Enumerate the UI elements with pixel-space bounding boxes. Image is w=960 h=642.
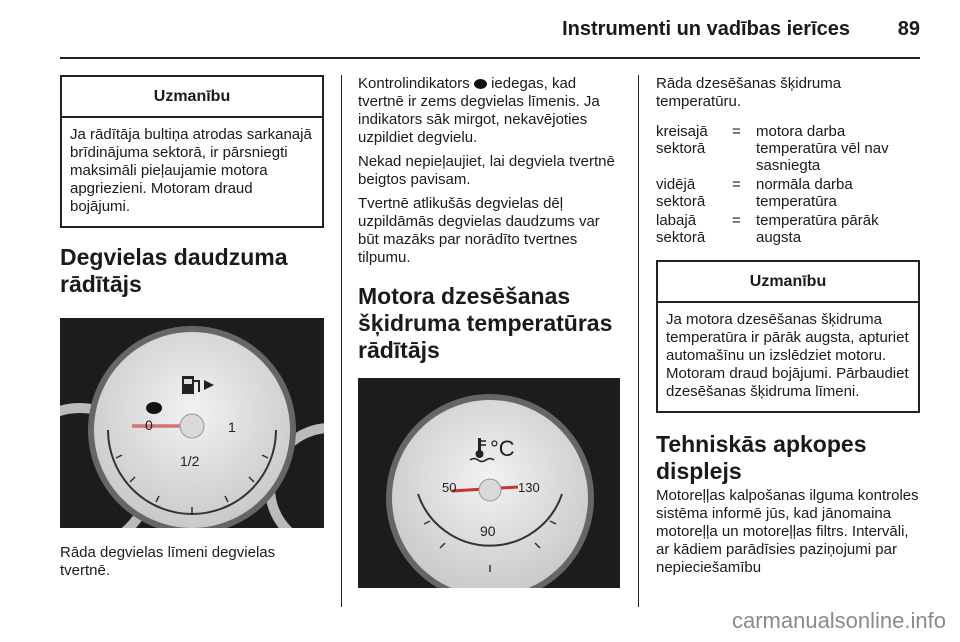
definition-description: motora darba temperatūra vēl nav sasniegta <box>756 123 889 174</box>
definition-equals: = <box>732 123 741 140</box>
caution-text: Ja rādītāja bultiņa atrodas sarkanajā brīdinājuma sektorā, ir pārsniegti maksimāli pieļaujamie motora apgriezieni. Motoram draud bojājumi. <box>70 126 312 215</box>
definition-row <box>656 123 920 174</box>
column-3 <box>656 75 920 577</box>
paragraph-2: Nekad nepieļaujiet, lai degviela tvertnē beigtos pavisam. <box>358 153 615 188</box>
paragraph-3: Tvertnē atlikušās degvielas dēļ uzpildāmās degvielas daudzums var būt mazāks par norādīto tvertnes tilpumu. <box>358 195 600 266</box>
paragraph-1 <box>358 75 620 147</box>
coolant-gauge-heading: Motora dzesēšanas šķidruma temperatūras rādītājs <box>358 283 613 363</box>
paragraph-1-start: Kontrolindikators <box>358 75 470 92</box>
column-1 <box>60 75 324 580</box>
column-2 <box>358 75 620 588</box>
definition-description: normāla darba temperatūra <box>756 176 853 210</box>
caution-text: Ja motora dzesēšanas šķidruma temperatūra ir pārāk augsta, apturiet automašīnu un izslēdziet motoru. Motoram draud bojājumi. Pārbaudiet dzesēšanas šķidruma līmeni. <box>666 311 909 400</box>
low-fuel-indicator-icon <box>474 79 487 89</box>
column-divider-2 <box>638 75 639 607</box>
definition-list <box>656 123 920 246</box>
coolant-label-90: 90 <box>480 523 496 539</box>
definition-equals: = <box>732 176 741 193</box>
gauge-label-1: 1 <box>228 419 236 435</box>
definition-row <box>656 212 920 246</box>
definition-description: temperatūra pārāk augsta <box>756 212 879 246</box>
gauge-label-half: 1/2 <box>180 453 200 469</box>
caution-title: Uzmanību <box>658 262 918 303</box>
header-title: Instrumenti un vadības ierīces <box>562 18 850 40</box>
page-header <box>60 18 920 46</box>
watermark: carmanualsonline.info <box>731 608 946 633</box>
definition-term: kreisajā sektorā <box>656 123 708 157</box>
header-rule <box>60 57 920 59</box>
coolant-label-50: 50 <box>442 480 457 495</box>
low-fuel-indicator-icon <box>146 402 162 414</box>
gauge-label-0: 0 <box>145 417 153 433</box>
coolant-unit: °C <box>490 436 515 461</box>
coolant-label-130: 130 <box>518 480 540 495</box>
fuel-gauge-caption: Rāda degvielas līmeni degvielas tvertnē. <box>60 544 276 579</box>
coolant-intro: Rāda dzesēšanas šķidruma temperatūru. <box>656 75 842 110</box>
caution-title: Uzmanību <box>62 77 322 118</box>
caution-box <box>656 260 920 413</box>
fuel-gauge-heading: Degvielas daudzuma rādītājs <box>60 244 288 297</box>
definition-equals: = <box>732 212 741 229</box>
service-display-text: Motoreļļas kalpošanas ilguma kontroles sistēma informē jūs, kad jānomaina motoreļļa un motoreļļas filtrs. Intervāli, ar kādiem parādīsies paziņojumi par nepieciešamību <box>656 487 919 576</box>
coolant-gauge-illustration <box>358 378 620 588</box>
page-number: 89 <box>897 18 920 40</box>
definition-term: labajā sektorā <box>656 212 706 246</box>
paragraph-1-rest: iedegas, kad tvertnē ir zems degvielas līmenis. Ja indikators sāk mirgot, nekavējoties uzpildiet degvielu. <box>358 75 600 146</box>
definition-term: vidējā sektorā <box>656 176 706 210</box>
column-divider-1 <box>341 75 342 607</box>
fuel-gauge-illustration <box>60 318 324 528</box>
definition-row <box>656 176 920 210</box>
service-display-heading: Tehniskās apkopes displejs <box>656 431 867 484</box>
caution-box <box>60 75 324 228</box>
